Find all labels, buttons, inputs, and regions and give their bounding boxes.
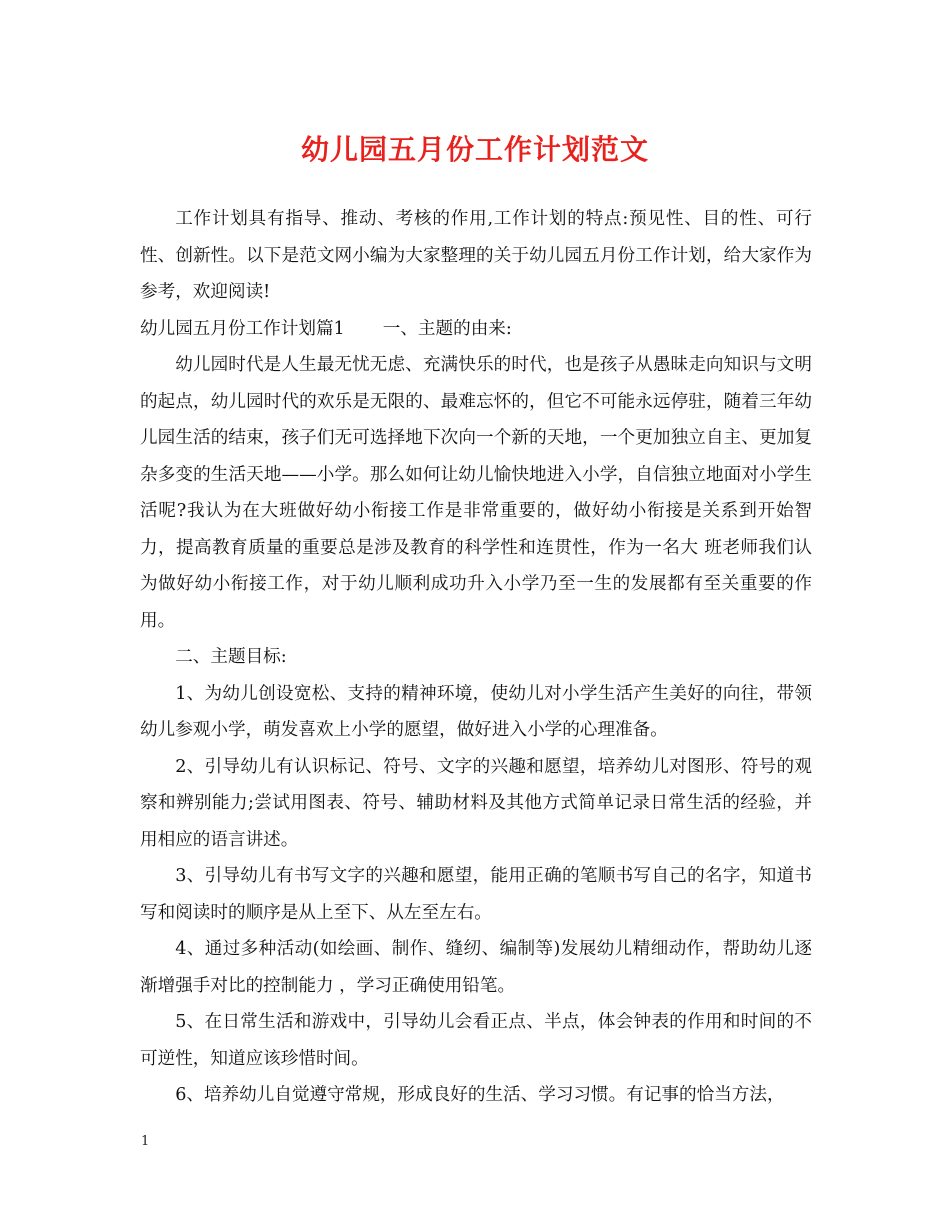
intro-paragraph: 工作计划具有指导、推动、考核的作用,工作计划的特点:预见性、目的性、可行性、创新性。以下是范文网小编为大家整理的关于幼儿园五月份工作计划，给大家作为参考，欢迎阅读! bbox=[140, 209, 812, 302]
section-label: 幼儿园五月份工作计划篇1 bbox=[140, 318, 345, 339]
heading-goals: 二、主题目标: bbox=[175, 647, 287, 667]
origin-paragraph: 幼儿园时代是人生最无忧无虑、充满快乐的时代，也是孩子从愚昧走向知识与文明的起点，幼儿园时代的欢乐是无限的、最难忘怀的，但它不可能永远停驻，随着三年幼儿园生活的结束，孩子们无可选择地下次向一个新的天地，一个更加独立自主、更加复杂多变的生活天地——小学。那么如何让幼儿愉快地进入小学，自信独立地面对小学生活呢?我认为在大班做好幼小衔接工作是非常重要的，做好幼小衔接是关系到开始智力，提高教育质量的重要总是涉及教育的科学性和连贯性，作为一名大 班老师我们认为做好幼小衔接工作，对于幼儿顺利成功升入小学乃至一生的发展都有至关重要的作用。 bbox=[140, 355, 812, 631]
document-body bbox=[140, 201, 812, 1114]
goal-item-3: 3、引导幼儿有书写文字的兴趣和愿望，能用正确的笔顺书写自己的名字，知道书写和阅读时的顺序是从上至下、从左至左右。 bbox=[140, 866, 812, 923]
section-line bbox=[140, 311, 812, 348]
document-title: 幼儿园五月份工作计划范文 bbox=[300, 133, 649, 166]
goal-item-2: 2、引导幼儿有认识标记、符号、文字的兴趣和愿望，培养幼儿对图形、符号的观察和辨别能力;尝试用图表、符号、辅助材料及其他方式简单记录日常生活的经验，并用相应的语言讲述。 bbox=[140, 756, 812, 850]
heading-origin: 一、主题的由来: bbox=[382, 318, 512, 339]
goal-item-6: 6、培养幼儿自觉遵守常规，形成良好的生活、学习习惯。有记事的恰当方法， bbox=[175, 1085, 785, 1105]
goal-item-5: 5、在日常生活和游戏中，引导幼儿会看正点、半点，体会钟表的作用和时间的不可逆性，知道应该珍惜时间。 bbox=[140, 1012, 812, 1069]
goal-item-1: 1、为幼儿创设宽松、支持的精神环境，使幼儿对小学生活产生美好的向往，带领幼儿参观小学，萌发喜欢上小学的愿望，做好进入小学的心理准备。 bbox=[140, 683, 812, 740]
goal-item-4: 4、通过多种活动(如绘画、制作、缝纫、编制等)发展幼儿精细动作，帮助幼儿逐渐增强手对比的控制能力 ，学习正确使用铅笔。 bbox=[140, 939, 812, 996]
page-number: 1 bbox=[141, 1134, 150, 1149]
